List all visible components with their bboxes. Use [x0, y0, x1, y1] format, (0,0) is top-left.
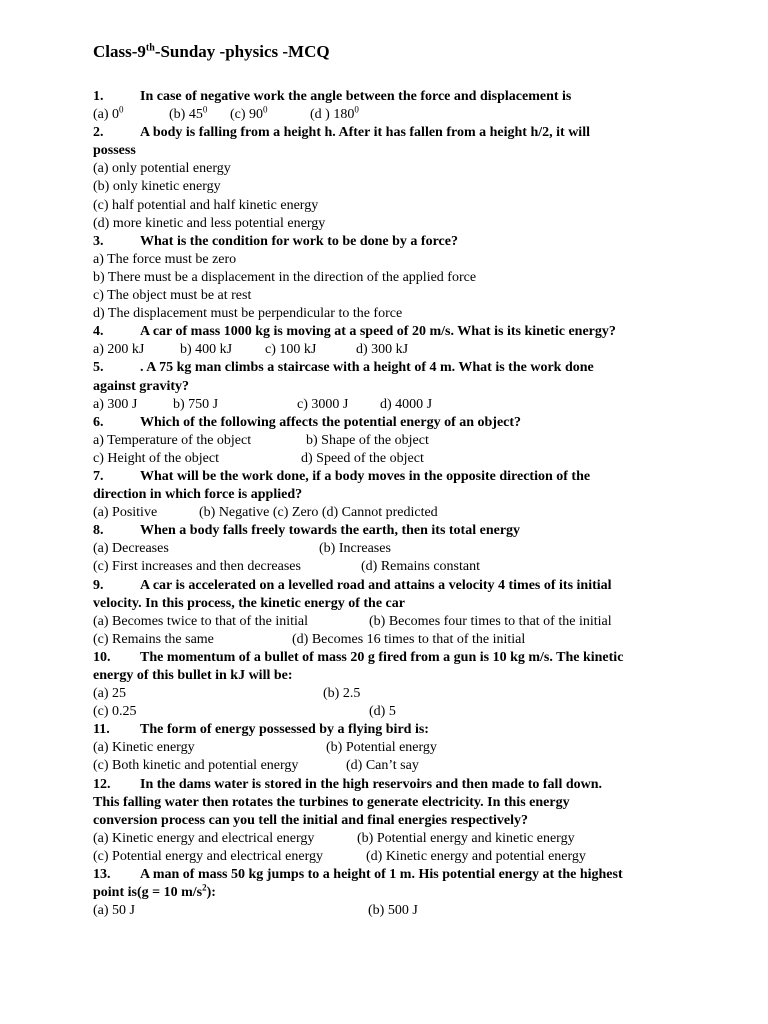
option-d: (d) Remains constant	[361, 559, 480, 575]
question-4	[93, 323, 693, 341]
option-b: (b) Becomes four times to that of the initial	[369, 613, 612, 629]
question-number: 8.	[93, 523, 104, 539]
question-text-continued: point is(g = 10 $m/s^2$):	[93, 882, 216, 901]
options-row	[93, 341, 693, 359]
question-text: A body is falling from a height h. After it has fallen from a height h/2, it will	[140, 125, 590, 141]
option-d: d) 4000 J	[380, 396, 433, 412]
title-main: Class-9	[93, 42, 146, 61]
options-row	[93, 848, 693, 866]
options-row	[93, 703, 693, 721]
option-d: d) 300 kJ	[356, 342, 409, 358]
question-text: The momentum of a bullet of mass 20 g fired from a gun is 10 kg m/s. The kinetic	[140, 649, 624, 665]
option-b: (b) 2.5	[323, 686, 361, 702]
question-text: A man of mass 50 kg jumps to a height of 1 m. His potential energy at the highest	[140, 867, 623, 883]
option-a: a) Temperature of the object	[93, 432, 252, 448]
question-number: 7.	[93, 468, 104, 484]
question-text: A car is accelerated on a levelled road and attains a velocity 4 times of its initial	[140, 577, 612, 593]
question-number: 4.	[93, 324, 104, 340]
option-b: (b) only kinetic energy	[93, 179, 221, 195]
option-c: (c) $90^0$	[230, 104, 268, 123]
option-c: (c) half potential and half kinetic energy	[93, 197, 319, 213]
option-a: a) 300 J	[93, 396, 138, 412]
question-number: 12.	[93, 776, 111, 792]
question-text-continued: direction in which force is applied?	[93, 487, 303, 503]
options-row	[93, 450, 693, 468]
question-text: What will be the work done, if a body moves in the opposite direction of the	[140, 468, 591, 484]
option-b: (b) Potential energy and kinetic energy	[357, 830, 575, 846]
question-text: . A 75 kg man climbs a staircase with a height of 4 m. What is the work done	[140, 360, 594, 376]
option-b: (b) Potential energy	[326, 740, 437, 756]
question-9	[93, 577, 693, 595]
question-text-continued: against gravity?	[93, 378, 190, 394]
option-c: (c) 0.25	[93, 704, 137, 720]
option-a: (a) Becomes twice to that of the initial	[93, 613, 308, 629]
title-rest: -Sunday -physics -MCQ	[154, 42, 330, 61]
option-b-c-d: (b) Negative (c) Zero (d) Cannot predicted	[199, 505, 438, 521]
option-d: d) The displacement must be perpendicular to the force	[93, 306, 403, 322]
question-text-continued: velocity. In this process, the kinetic energy of the car	[93, 595, 405, 611]
question-text: The form of energy possessed by a flying bird is:	[140, 722, 429, 738]
exponent: 2	[202, 882, 207, 893]
question-list	[93, 88, 693, 920]
option-c: (c) Both kinetic and potential energy	[93, 758, 299, 774]
question-13	[93, 866, 693, 884]
options-row	[93, 631, 693, 649]
question-text-continued: energy of this bullet in kJ will be:	[93, 668, 293, 683]
option-c: (c) Remains the same	[93, 631, 214, 647]
title-superscript: th	[145, 42, 155, 54]
option-d: (d) Kinetic energy and potential energy	[366, 848, 586, 864]
option-b: b) Shape of the object	[306, 432, 429, 448]
options-row	[93, 504, 693, 522]
question-2	[93, 124, 693, 142]
question-8	[93, 522, 693, 540]
options-row	[93, 396, 693, 414]
option-a: (a) Decreases	[93, 541, 169, 557]
options-row	[93, 106, 693, 124]
question-12	[93, 776, 693, 794]
question-3	[93, 233, 693, 251]
question-7	[93, 468, 693, 486]
option-b: (b) 500 J	[368, 903, 418, 919]
question-number: 6.	[93, 414, 104, 430]
option-b: (b) $45^0$	[169, 104, 208, 123]
option-a: (a) only potential energy	[93, 161, 231, 177]
options-row	[93, 432, 693, 450]
option-a: (a) Kinetic energy and electrical energy	[93, 830, 315, 846]
options-row	[93, 757, 693, 775]
question-10	[93, 649, 693, 667]
question-text: In case of negative work the angle between the force and displacement is	[140, 89, 572, 104]
question-text-continued: possess	[93, 143, 136, 159]
question-1	[93, 88, 693, 106]
option-b: (b) Increases	[319, 541, 391, 557]
question-6	[93, 414, 693, 432]
option-d: (d) Can’t say	[346, 758, 419, 774]
options-row	[93, 685, 693, 703]
options-row	[93, 830, 693, 848]
options-row	[93, 540, 693, 558]
option-b: b) 400 kJ	[180, 342, 233, 358]
option-c: (c) First increases and then decreases	[93, 559, 301, 575]
question-text: In the dams water is stored in the high reservoirs and then made to fall down.	[140, 776, 603, 792]
option-a: a) The force must be zero	[93, 251, 237, 267]
page-title	[93, 42, 330, 62]
option-d: (d) 5	[369, 704, 396, 720]
question-text: When a body falls freely towards the earth, then its total energy	[140, 523, 521, 539]
option-d: (d ) $180^0$	[310, 104, 359, 123]
question-5	[93, 359, 693, 377]
question-number: 1.	[93, 89, 104, 104]
option-d: (d) more kinetic and less potential energy	[93, 215, 326, 231]
option-c: (c) Potential energy and electrical energy	[93, 848, 323, 864]
option-a: (a) Positive	[93, 505, 158, 521]
question-11	[93, 721, 693, 739]
option-c: c) Height of the object	[93, 450, 219, 466]
question-number: 3.	[93, 233, 104, 249]
question-text-continued: This falling water then rotates the turbines to generate electricity. In this energy	[93, 794, 570, 810]
question-number: 11.	[93, 722, 110, 738]
question-number: 5.	[93, 360, 104, 376]
options-row	[93, 558, 693, 576]
question-text: What is the condition for work to be done by a force?	[140, 233, 458, 249]
option-b: b) 750 J	[173, 396, 219, 412]
option-d: d) Speed of the object	[301, 450, 424, 466]
option-a: a) 200 kJ	[93, 342, 145, 358]
question-text: A car of mass 1000 kg is moving at a speed of 20 m/s. What is its kinetic energy?	[140, 324, 616, 340]
option-c: c) The object must be at rest	[93, 288, 252, 304]
question-number: 9.	[93, 577, 104, 593]
option-a: (a) 50 J	[93, 903, 135, 919]
option-a: (a) $0^0$	[93, 104, 124, 123]
option-a: (a) Kinetic energy	[93, 740, 195, 756]
options-row	[93, 739, 693, 757]
option-d: (d) Becomes 16 times to that of the initial	[292, 631, 526, 647]
options-row	[93, 613, 693, 631]
option-a: (a) 25	[93, 686, 127, 702]
option-c: c) 100 kJ	[265, 342, 317, 358]
question-number: 10.	[93, 649, 111, 665]
question-text: Which of the following affects the potential energy of an object?	[140, 414, 522, 430]
option-c: c) 3000 J	[297, 396, 349, 412]
question-number: 2.	[93, 125, 104, 141]
option-b: b) There must be a displacement in the direction of the applied force	[93, 269, 477, 285]
options-row	[93, 902, 693, 920]
question-number: 13.	[93, 867, 111, 883]
question-text-continued: conversion process can you tell the initial and final energies respectively?	[93, 812, 529, 828]
